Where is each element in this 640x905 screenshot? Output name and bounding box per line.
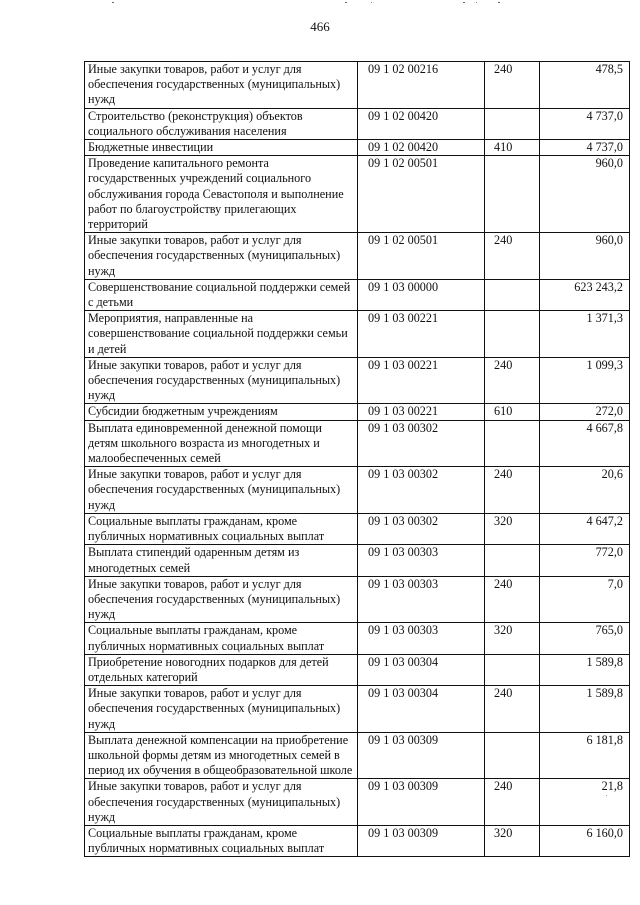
- table-row: [85, 779, 630, 826]
- row-amount-cell: 1 371,3: [540, 311, 630, 358]
- table-row: [85, 404, 630, 420]
- row-name-cell: Иные закупки товаров, работ и услуг для обеспечения государственных (муниципальных) нужд: [85, 357, 358, 404]
- row-amount-cell: 4 667,8: [540, 420, 630, 467]
- row-expense-type-cell: 240: [485, 779, 540, 826]
- row-expense-type-cell: [485, 311, 540, 358]
- row-amount-cell: 6 181,8: [540, 732, 630, 779]
- row-code-cell: 09 1 03 00302: [358, 467, 485, 514]
- row-code-cell: 09 1 03 00000: [358, 279, 485, 310]
- row-expense-type-cell: [485, 732, 540, 779]
- row-name-cell: Проведение капитального ремонта государственных учреждений социального обслуживания города Севастополя и выполнение работ по благоустройству прилегающих территорий: [85, 156, 358, 233]
- table-row: [85, 156, 630, 233]
- row-code-cell: 09 1 03 00304: [358, 686, 485, 733]
- table-row: [85, 623, 630, 654]
- row-name-cell: Иные закупки товаров, работ и услуг для обеспечения государственных (муниципальных) нужд: [85, 233, 358, 280]
- row-expense-type-cell: [485, 654, 540, 685]
- row-code-cell: 09 1 03 00221: [358, 311, 485, 358]
- row-expense-type-cell: 320: [485, 623, 540, 654]
- row-code-cell: 09 1 03 00221: [358, 404, 485, 420]
- row-amount-cell: 1 099,3: [540, 357, 630, 404]
- row-expense-type-cell: 240: [485, 233, 540, 280]
- row-expense-type-cell: [485, 545, 540, 576]
- row-amount-cell: 7,0: [540, 576, 630, 623]
- row-name-cell: Строительство (реконструкция) объектов социального обслуживания населения: [85, 108, 358, 139]
- table-row: [85, 108, 630, 139]
- row-amount-cell: 960,0: [540, 156, 630, 233]
- row-name-cell: Выплата единовременной денежной помощи детям школьного возраста из многодетных и малообеспеченных семей: [85, 420, 358, 467]
- row-code-cell: 09 1 03 00303: [358, 576, 485, 623]
- row-expense-type-cell: 240: [485, 357, 540, 404]
- row-amount-cell: 623 243,2: [540, 279, 630, 310]
- row-expense-type-cell: 240: [485, 62, 540, 109]
- table-row: [85, 279, 630, 310]
- row-name-cell: Социальные выплаты гражданам, кроме публичных нормативных социальных выплат: [85, 623, 358, 654]
- row-amount-cell: 960,0: [540, 233, 630, 280]
- table-row: [85, 732, 630, 779]
- row-amount-cell: 4 647,2: [540, 513, 630, 544]
- row-amount-cell: 6 160,0: [540, 825, 630, 856]
- table-row: [85, 576, 630, 623]
- row-name-cell: Мероприятия, направленные на совершенствование социальной поддержки семьи и детей: [85, 311, 358, 358]
- row-expense-type-cell: 240: [485, 686, 540, 733]
- row-code-cell: 09 1 02 00501: [358, 156, 485, 233]
- table-row: [85, 62, 630, 109]
- row-expense-type-cell: 610: [485, 404, 540, 420]
- row-name-cell: Иные закупки товаров, работ и услуг для обеспечения государственных (муниципальных) нужд: [85, 62, 358, 109]
- row-name-cell: Иные закупки товаров, работ и услуг для обеспечения государственных (муниципальных) нужд: [85, 576, 358, 623]
- row-amount-cell: 772,0: [540, 545, 630, 576]
- row-expense-type-cell: 240: [485, 576, 540, 623]
- table-row: [85, 686, 630, 733]
- table-row: [85, 545, 630, 576]
- table-row: [85, 654, 630, 685]
- row-expense-type-cell: 240: [485, 467, 540, 514]
- table-row: [85, 140, 630, 156]
- row-expense-type-cell: 320: [485, 825, 540, 856]
- row-code-cell: 09 1 02 00216: [358, 62, 485, 109]
- row-amount-cell: 1 589,8: [540, 686, 630, 733]
- row-amount-cell: 765,0: [540, 623, 630, 654]
- row-amount-cell: 1 589,8: [540, 654, 630, 685]
- row-name-cell: Иные закупки товаров, работ и услуг для обеспечения государственных (муниципальных) нужд: [85, 779, 358, 826]
- table-body: [85, 62, 630, 857]
- row-expense-type-cell: [485, 420, 540, 467]
- table-row: [85, 233, 630, 280]
- row-name-cell: Совершенствование социальной поддержки семей с детьми: [85, 279, 358, 310]
- row-code-cell: 09 1 03 00303: [358, 623, 485, 654]
- row-expense-type-cell: 320: [485, 513, 540, 544]
- row-amount-cell: 4 737,0: [540, 140, 630, 156]
- row-expense-type-cell: [485, 156, 540, 233]
- row-expense-type-cell: 410: [485, 140, 540, 156]
- page-number: 466: [310, 19, 330, 34]
- row-code-cell: 09 1 02 00420: [358, 140, 485, 156]
- budget-table: [84, 61, 630, 857]
- row-amount-cell: 478,5: [540, 62, 630, 109]
- row-name-cell: Иные закупки товаров, работ и услуг для обеспечения государственных (муниципальных) нужд: [85, 467, 358, 514]
- row-code-cell: 09 1 03 00302: [358, 420, 485, 467]
- table-row: [85, 825, 630, 856]
- row-amount-cell: 20,6: [540, 467, 630, 514]
- row-name-cell: Социальные выплаты гражданам, кроме публичных нормативных социальных выплат: [85, 513, 358, 544]
- row-name-cell: Выплата стипендий одаренным детям из многодетных семей: [85, 545, 358, 576]
- row-name-cell: Выплата денежной компенсации на приобретение школьной формы детям из многодетных семей в период их обучения в общеобразовательной школе: [85, 732, 358, 779]
- table-row: [85, 513, 630, 544]
- row-code-cell: 09 1 03 00309: [358, 779, 485, 826]
- table-row: [85, 311, 630, 358]
- row-name-cell: Бюджетные инвестиции: [85, 140, 358, 156]
- table-row: [85, 420, 630, 467]
- row-code-cell: 09 1 03 00309: [358, 732, 485, 779]
- row-expense-type-cell: [485, 279, 540, 310]
- row-code-cell: 09 1 02 00420: [358, 108, 485, 139]
- table-row: [85, 467, 630, 514]
- row-code-cell: 09 1 03 00309: [358, 825, 485, 856]
- row-amount-cell: 272,0: [540, 404, 630, 420]
- row-code-cell: 09 1 03 00303: [358, 545, 485, 576]
- row-name-cell: Субсидии бюджетным учреждениям: [85, 404, 358, 420]
- row-amount-cell: 4 737,0: [540, 108, 630, 139]
- row-name-cell: Иные закупки товаров, работ и услуг для обеспечения государственных (муниципальных) нужд: [85, 686, 358, 733]
- row-code-cell: 09 1 02 00501: [358, 233, 485, 280]
- row-amount-cell: 21,8: [540, 779, 630, 826]
- row-code-cell: 09 1 03 00304: [358, 654, 485, 685]
- row-code-cell: 09 1 03 00302: [358, 513, 485, 544]
- row-name-cell: Социальные выплаты гражданам, кроме публичных нормативных социальных выплат: [85, 825, 358, 856]
- row-expense-type-cell: [485, 108, 540, 139]
- row-code-cell: 09 1 03 00221: [358, 357, 485, 404]
- row-name-cell: Приобретение новогодних подарков для детей отдельных категорий: [85, 654, 358, 685]
- table-row: [85, 357, 630, 404]
